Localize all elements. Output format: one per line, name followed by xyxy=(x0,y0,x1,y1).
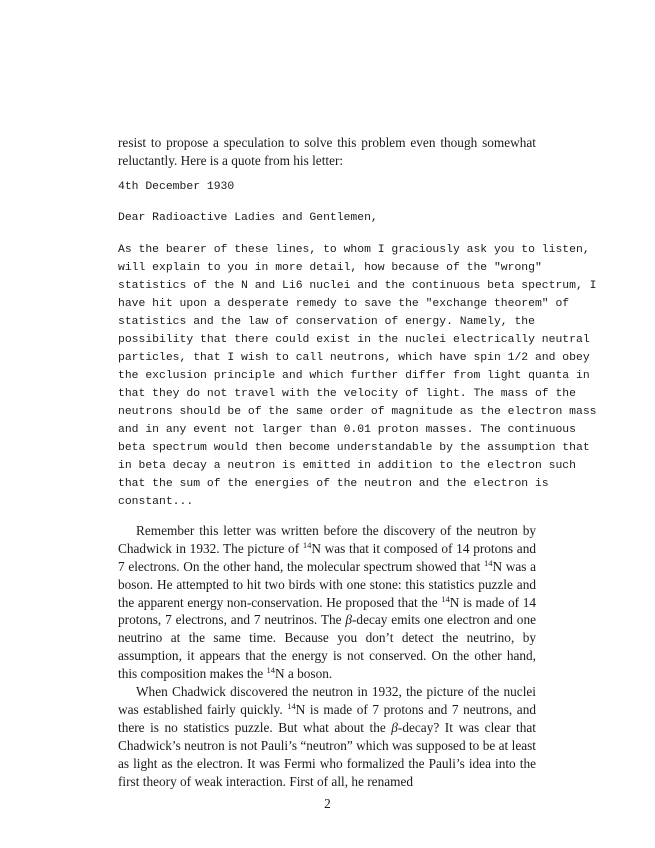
paragraph-1-text: Remember this letter was written before the discovery of the neutron by Chadwick in 1932. The picture of xyxy=(118,522,536,556)
letter-line: particles, that I wish to call neutrons, which have spin 1/2 and obey xyxy=(118,352,590,364)
paragraph-2 xyxy=(118,683,536,790)
letter-line: constant... xyxy=(118,496,194,508)
paragraph-2-text: N is made of 7 protons and 7 neutrons, and there is no statistics puzzle. But what about the xyxy=(118,701,537,735)
beta-symbol: β xyxy=(391,719,398,735)
paragraph-1-text: N a boson. xyxy=(274,666,333,682)
letter-date: 4th December 1930 xyxy=(118,181,235,193)
letter-line: statistics and the law of conservation of energy. Namely, the xyxy=(118,316,535,328)
letter-line: will explain to you in more detail, how because of the "wrong" xyxy=(118,262,542,274)
superscript: 14 xyxy=(302,539,312,550)
paragraph-2-text: When Chadwick discovered the neutron in 1932, the picture of the nuclei was established fairly quickly. xyxy=(118,684,536,717)
page-number: 2 xyxy=(324,796,331,811)
superscript: 14 xyxy=(483,557,493,568)
letter-line: the exclusion principle and which further differ from light quanta in xyxy=(118,370,590,382)
letter-line: have hit upon a desperate remedy to save the "exchange theorem" of xyxy=(118,298,570,310)
letter-line: in beta decay a neutron is emitted in addition to the electron such xyxy=(118,460,576,472)
letter-line: that they do not travel with the velocity of light. The mass of the xyxy=(118,388,576,400)
paragraph-1-text: N was that it composed of 14 protons and 7 electrons. On the other hand, the molecular spectrum showed that xyxy=(118,540,536,574)
paragraph-1-text: N is made of 14 protons, 7 electrons, and 7 neutrinos. The xyxy=(118,594,536,628)
letter-salutation: Dear Radioactive Ladies and Gentlemen, xyxy=(118,212,378,224)
letter-line: As the bearer of these lines, to whom I graciously ask you to listen, xyxy=(118,244,590,256)
paragraph-1-text: N was a boson. He attempted to hit two birds with one stone: this statistics puzzle and the apparent energy non-conservation. He proposed that the xyxy=(118,558,536,610)
letter-line: beta spectrum would then become understandable by the assumption that xyxy=(118,442,590,454)
intro-line-1: resist to propose a speculation to solve this problem even though somewhat xyxy=(118,135,536,150)
letter-line: that the sum of the energies of the neutron and the electron is xyxy=(118,478,549,490)
letter-line: and in any event not larger than 0.01 proton masses. The continuous xyxy=(118,424,576,436)
intro-paragraph xyxy=(118,134,536,170)
letter-line: neutrons should be of the same order of magnitude as the electron mass xyxy=(118,406,597,418)
letter-line: possibility that there could exist in the nuclei electrically neutral xyxy=(118,334,590,346)
intro-line-2: reluctantly. Here is a quote from his letter: xyxy=(118,152,344,168)
body-text xyxy=(118,522,536,791)
paragraph-1-text: -decay emits one electron and one neutrino at the same time. Because you don’t detect the neutrino, by assumption, it appears that the energy is not conserved. On the other hand, this composition makes the xyxy=(118,612,537,682)
paragraph-1 xyxy=(118,522,536,683)
beta-symbol: β xyxy=(345,612,352,628)
superscript: 14 xyxy=(266,665,275,676)
superscript: 14 xyxy=(287,700,296,711)
letter-line: statistics of the N and Li6 nuclei and the continuous beta spectrum, I xyxy=(118,280,597,292)
paragraph-2-text: -decay? It was clear that Chadwick’s neutron is not Pauli’s “neutron” which was supposed to be at least as light as the electron. It was Fermi who formalized the Pauli’s idea into the first theory of weak interaction. First of all, he renamed xyxy=(118,719,536,789)
superscript: 14 xyxy=(441,593,450,604)
